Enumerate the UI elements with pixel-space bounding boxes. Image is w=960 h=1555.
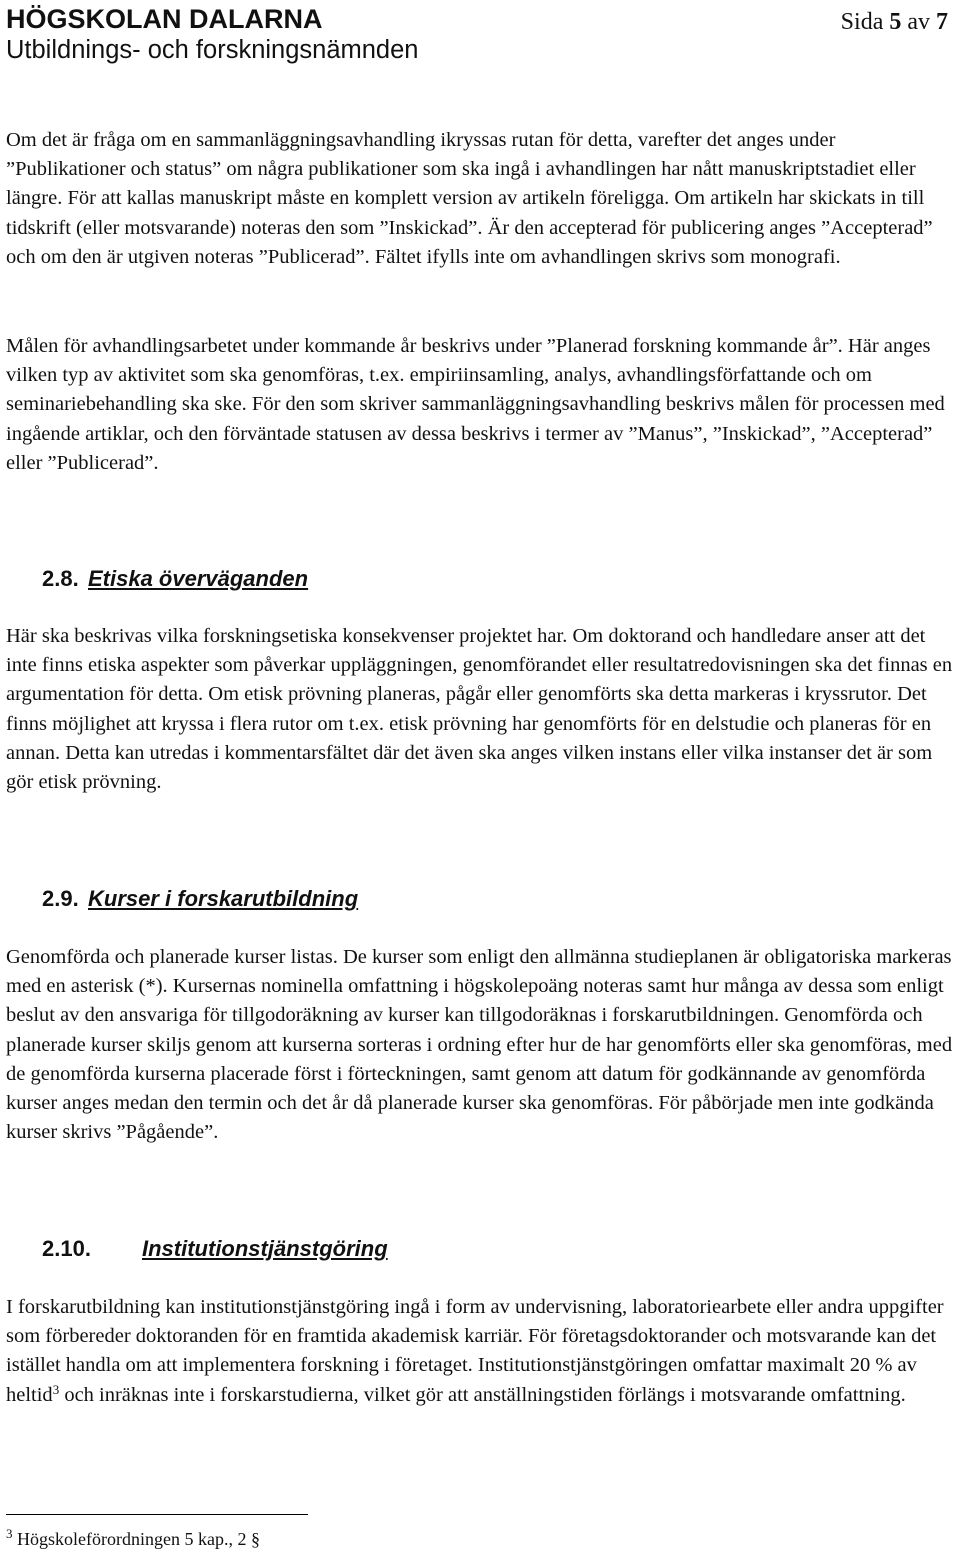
section-title: Etiska överväganden [88, 566, 309, 591]
university-name: HÖGSKOLAN DALARNA [6, 4, 323, 34]
footnote-number: 3 [6, 1526, 13, 1541]
footnote-text: Högskoleförordningen 5 kap., 2 § [12, 1529, 260, 1549]
section-number: 2.9. [42, 886, 79, 911]
page-total: 7 [936, 9, 948, 35]
paragraph-planned-research: Målen för avhandlingsarbetet under kommande år beskrivs under ”Planerad forskning kommande år”. Här anges vilken typ av aktivitet som ska genomföras, t.ex. empiriinsamling, analys, avhandlingsförfattande och om seminariebehandling ska ske. För den som skriver sammanläggningsavhandling beskrivs målen för processen med ingående artiklar, och den förväntade statusen av dessa beskrivs i termer av ”Manus”, ”Inskickad”, ”Accepterad” eller ”Publicerad”. [6, 335, 945, 474]
paragraph-courses: Genomförda och planerade kurser listas. De kurser som enligt den allmänna studieplanen är obligatoriska markeras med en asterisk (*). Kursernas nominella omfattning i högskolepoäng noteras samt hur många av dessa som enligt beslut av den ansvariga för tillgodoräkning av kurser kan tillgodoräknas i forskarutbildningen. Genomförda och planerade kurser skiljs genom att kurserna sorteras i ordning efter hur de har genomförts eller ska genomföras, med de genomförda kurserna placerade först i förteckningen, samt genom att datum för godkännande av genomförda kurser anges medan den termin och det år då planerade kurser ska genomföras. För påbörjade men inte godkända kurser skrivs ”Pågående”. [6, 946, 953, 1144]
footnote-reference[interactable]: 3 [52, 1381, 60, 1397]
paragraph-publications: Om det är fråga om en sammanläggningsavhandling ikryssas rutan för detta, varefter det anges under ”Publikationer och status” om några publikationer som ska ingå i avhandlingen har nått manuskriptstadiet eller längre. För att kallas manuskript måste en komplett version av artikeln föreligga. Om artikeln har skickats in till tidskrift (eller motsvarande) noteras den som ”Inskickad”. Är den accepterad för publicering anges ”Accepterad” och om den är utgiven noteras ”Publicerad”. Fältet ifylls inte om avhandlingen skrivs som monografi. [6, 129, 933, 268]
page-number [841, 7, 948, 37]
section-title: Institutionstjänstgöring [142, 1236, 388, 1261]
page-prefix: Sida [840, 9, 884, 35]
paragraph-ethics: Här ska beskrivas vilka forskningsetiska konsekvenser projektet har. Om doktorand och handledare anser att det inte finns etiska aspekter som påverkar uppläggningen, genomförandet eller resultatredovisningen ska det finnas en argumentation för detta. Om etisk prövning planeras, pågår eller genomförts ska detta markeras i kryssrutor. Det finns möjlighet att kryssa i flera rutor om t.ex. etisk prövning har genomförts för en delstudie och planeras för en annan. Detta kan utredas i kommentarsfältet där det även ska anges vilken instans eller vilka instanser det är som gör etisk prövning. [6, 625, 953, 794]
page-current: 5 [889, 9, 902, 35]
section-title: Kurser i forskarutbildning [88, 886, 359, 911]
page-sep: av [907, 9, 930, 35]
section-number: 2.8. [42, 566, 79, 591]
section-number: 2.10. [42, 1236, 91, 1261]
footnote-divider [6, 1514, 308, 1515]
page-header [6, 4, 418, 66]
paragraph-text-start: I forskarutbildning kan institutionstjänstgöring ingå i form av undervisning, laboratoriearbete eller andra uppgifter som förbereder doktoranden för en framtida akademisk karriär. För företagsdoktorander och motsvarande kan det istället handla om att implementera forskning i företaget. Institutionstjänstgöringen omfattar maximalt 20 % av heltid [6, 1296, 944, 1406]
committee-name: Utbildnings- och forskningsnämnden [6, 36, 419, 64]
footnote [6, 1527, 260, 1551]
paragraph-department-service [6, 1293, 958, 1410]
paragraph-text-end: och inräknas inte i forskarstudierna, vilket gör att anställningstiden förlängs i motsvarande omfattning. [59, 1383, 906, 1406]
